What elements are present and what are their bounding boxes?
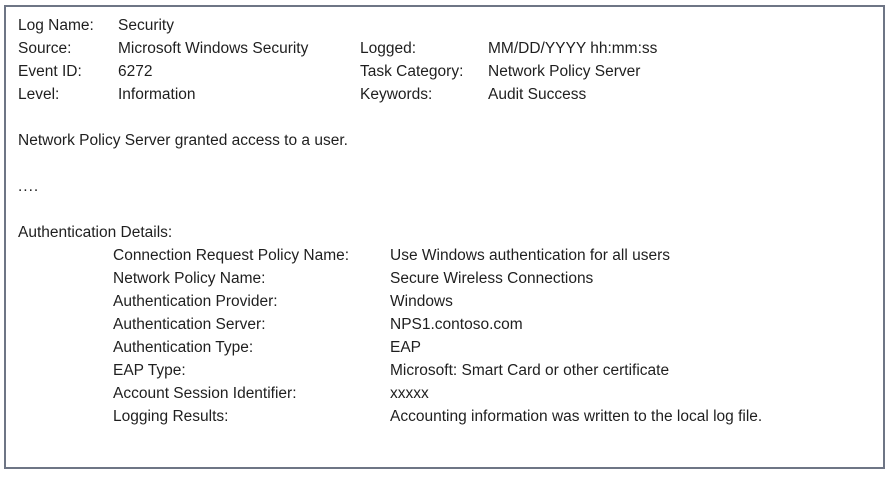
field-label-log-name: Log Name:: [18, 17, 94, 34]
authentication-details-list: [113, 244, 873, 428]
field-label-event-id: Event ID:: [18, 63, 82, 80]
field-label-logged: Logged:: [360, 40, 417, 57]
event-header: [18, 14, 873, 106]
authentication-details-title: Authentication Details:: [18, 224, 173, 241]
detail-label: Connection Request Policy Name:: [113, 247, 350, 264]
detail-value: Use Windows authentication for all users: [390, 247, 670, 264]
detail-value: Secure Wireless Connections: [390, 270, 594, 287]
detail-value: Accounting information was written to the local log file.: [390, 408, 763, 425]
field-value-event-id: 6272: [118, 63, 153, 80]
field-value-task-category: Network Policy Server: [488, 63, 641, 80]
field-value-keywords: Audit Success: [488, 86, 587, 103]
detail-row-authentication-server: [113, 313, 873, 336]
detail-row-logging-results: [113, 405, 873, 428]
detail-label: Authentication Server:: [113, 316, 266, 333]
detail-label: Network Policy Name:: [113, 270, 266, 287]
field-label-keywords: Keywords:: [360, 86, 433, 103]
detail-row-authentication-type: [113, 336, 873, 359]
detail-value: NPS1.contoso.com: [390, 316, 523, 333]
omitted-text-ellipsis: ....: [18, 178, 40, 195]
field-value-source: Microsoft Windows Security: [118, 40, 309, 57]
detail-value: xxxxx: [390, 385, 429, 402]
detail-value: Windows: [390, 293, 453, 310]
detail-label: EAP Type:: [113, 362, 186, 379]
detail-row-eap-type: [113, 359, 873, 382]
detail-label: Logging Results:: [113, 408, 229, 425]
detail-label: Authentication Provider:: [113, 293, 278, 310]
detail-row-network-policy-name: [113, 267, 873, 290]
detail-label: Authentication Type:: [113, 339, 254, 356]
field-label-source: Source:: [18, 40, 72, 57]
field-label-level: Level:: [18, 86, 60, 103]
field-value-log-name: Security: [118, 17, 174, 34]
event-log-frame: [4, 5, 885, 469]
detail-row-authentication-provider: [113, 290, 873, 313]
field-value-level: Information: [118, 86, 196, 103]
header-spacer: [488, 14, 873, 37]
header-spacer: [360, 14, 488, 37]
event-description: Network Policy Server granted access to a user.: [18, 132, 348, 149]
field-value-logged: MM/DD/YYYY hh:mm:ss: [488, 40, 658, 57]
detail-label: Account Session Identifier:: [113, 385, 297, 402]
field-label-task-category: Task Category:: [360, 63, 464, 80]
detail-value: Microsoft: Smart Card or other certificate: [390, 362, 670, 379]
detail-row-account-session-identifier: [113, 382, 873, 405]
detail-row-connection-request-policy: [113, 244, 873, 267]
detail-value: EAP: [390, 339, 422, 356]
